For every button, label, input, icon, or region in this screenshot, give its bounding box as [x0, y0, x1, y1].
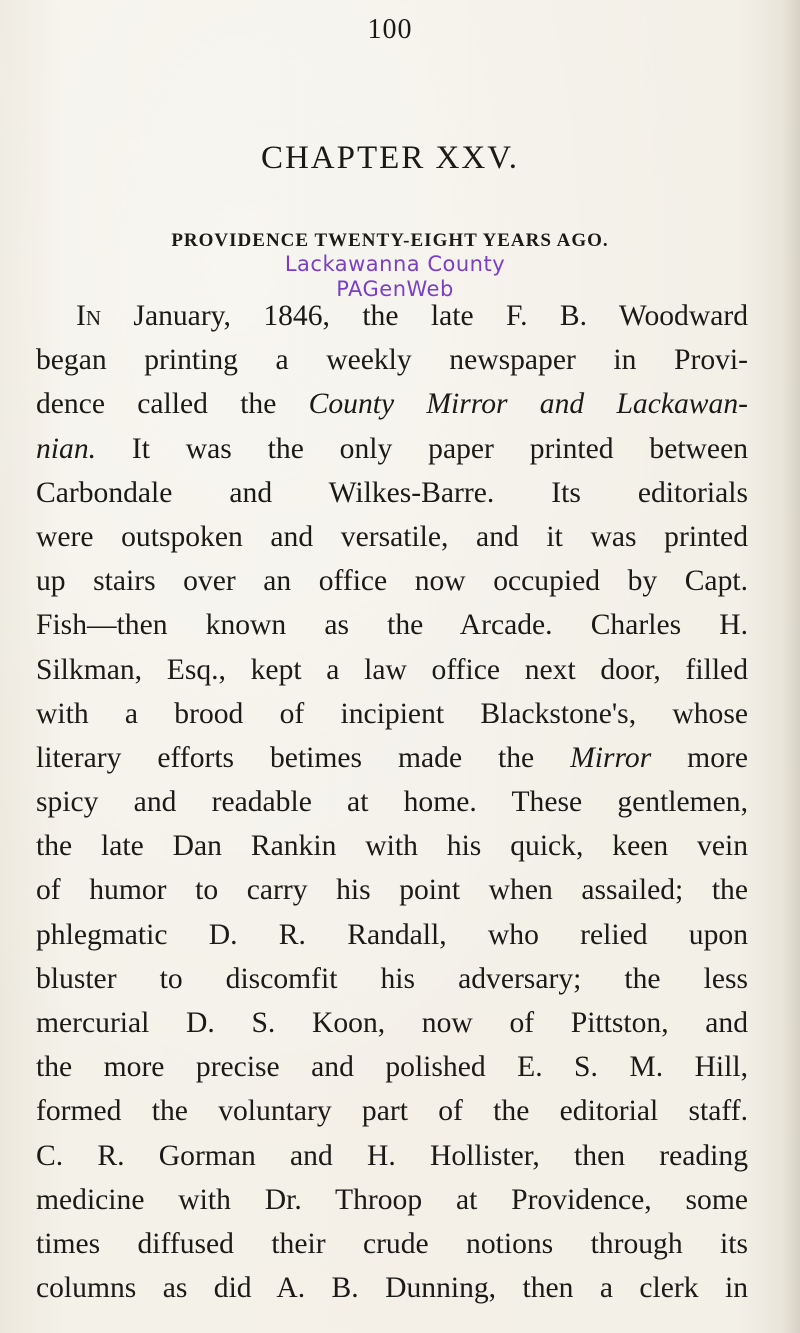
body-line: Silkman, Esq., kept a law office next door, filled [36, 653, 748, 686]
body-line: up stairs over an office now occupied by Capt. [36, 565, 748, 598]
body-line: were outspoken and versatile, and it was printed [36, 520, 748, 553]
body-line: formed the voluntary part of the editorial staff. [36, 1095, 748, 1128]
body-line: phlegmatic D. R. Randall, who relied upon [36, 918, 748, 951]
body-line: began printing a weekly newspaper in Provi- [36, 344, 748, 377]
body-line: medicine with Dr. Throop at Providence, some [36, 1183, 748, 1216]
lead-word: In [76, 300, 102, 332]
line-text: more [651, 741, 748, 774]
watermark-line-pagenweb: PAGenWeb [336, 277, 454, 301]
newspaper-title-end: nian. [36, 432, 97, 465]
body-line: Carbondale and Wilkes-Barre. Its editorials [36, 476, 748, 509]
body-line: of humor to carry his point when assailed; the [36, 874, 748, 907]
body-text [36, 294, 748, 1310]
body-line: times diffused their crude notions through its [36, 1227, 748, 1260]
chapter-title: CHAPTER XXV. [260, 140, 520, 176]
body-line: Fish—then known as the Arcade. Charles H. [36, 609, 748, 642]
body-line [36, 736, 748, 780]
line-text: dence called the [36, 388, 309, 421]
line-text: January, 1846, the late F. B. Woodward [101, 300, 748, 332]
newspaper-short-title: Mirror [570, 741, 652, 774]
page-number: 100 [367, 14, 413, 45]
body-line: spicy and readable at home. These gentlemen, [36, 786, 748, 819]
body-line: columns as did A. B. Dunning, then a clerk in [36, 1272, 748, 1305]
body-line: with a brood of incipient Blackstone's, whose [36, 697, 748, 730]
body-line: mercurial D. S. Koon, now of Pittston, and [36, 1007, 748, 1039]
page-edge-shadow [782, 0, 800, 1333]
body-line [36, 294, 748, 338]
body-line: bluster to discomfit his adversary; the less [36, 962, 748, 995]
body-line [36, 427, 748, 471]
newspaper-title: County Mirror and Lackawan- [308, 388, 748, 421]
line-text: It was the only paper printed between [96, 432, 748, 465]
body-line [36, 382, 748, 426]
body-line: C. R. Gorman and H. Hollister, then reading [36, 1139, 748, 1172]
body-line: the late Dan Rankin with his quick, keen vein [36, 830, 748, 863]
line-text: literary efforts betimes made the [36, 741, 571, 774]
watermark-line-county: Lackawanna County [284, 252, 506, 276]
section-title: PROVIDENCE TWENTY-EIGHT YEARS AGO. [171, 230, 609, 251]
body-line: the more precise and polished E. S. M. Hill, [36, 1051, 748, 1084]
